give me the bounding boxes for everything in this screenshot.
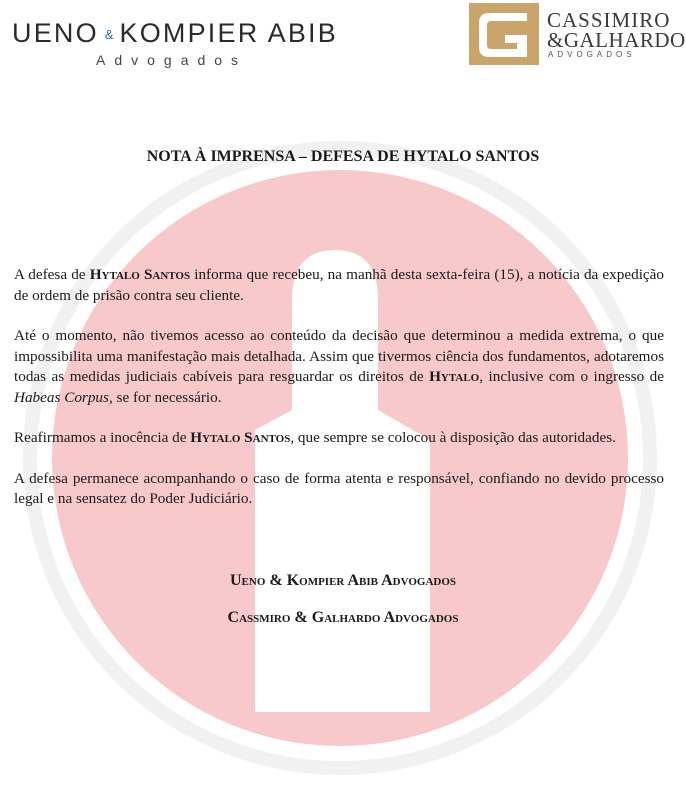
letterhead [0,0,686,80]
cg-logo-line2: &GALHARDO [547,28,686,52]
document-body [14,265,664,530]
paragraph-2: Até o momento, não tivemos acesso ao conteúdo da decisão que determinou a medida extrema, o que impossibilita uma manifestação mais detalhada. Assim que tivermos ciência dos fundamentos, adotaremos todas as medidas judiciais cabíveis para resguardar os direitos de Hytalo, inclusive com o ingresso de Habeas Corpus, se for necessário. [14,327,665,406]
cg-monogram-icon [469,3,539,65]
cg-logo-line1: CASSIMIRO [547,8,671,32]
signature-block [0,572,686,646]
paragraph-3: Reafirmamos a inocência de Hytalo Santos, que sempre se colocou à disposição das autoridades. [14,429,616,446]
cassimiro-galhardo-logo [469,3,686,67]
ueno-logo-ampersand: & [104,27,114,43]
paragraph-1: A defesa de Hytalo Santos informa que recebeu, na manhã desta sexta-feira (15), a notícia da expedição de ordem de prisão contra seu cliente. [14,266,664,304]
cg-logo-line3: ADVOGADOS [548,50,636,59]
client-name: Hytalo Santos [190,429,291,446]
client-name: Hytalo [429,368,480,385]
ueno-kompier-logo [12,18,382,70]
habeas-corpus-term: Habeas Corpus [14,388,109,406]
client-name: Hytalo Santos [89,266,191,283]
ueno-logo-name: UENO & KOMPIER ABIB [12,18,338,48]
document-title: NOTA À IMPRENSA – DEFESA DE HYTALO SANTOS [146,148,540,165]
ueno-logo-subtitle: Advogados [96,52,248,68]
paragraph-4: A defesa permanece acompanhando o caso de forma atenta e responsável, confiando no devido processo legal e na sensatez do Poder Judiciário. [14,469,664,507]
signature-cassmiro-galhardo: Cassmiro & Galhardo Advogados [227,609,459,626]
signature-ueno-kompier: Ueno & Kompier Abib Advogados [229,572,457,589]
